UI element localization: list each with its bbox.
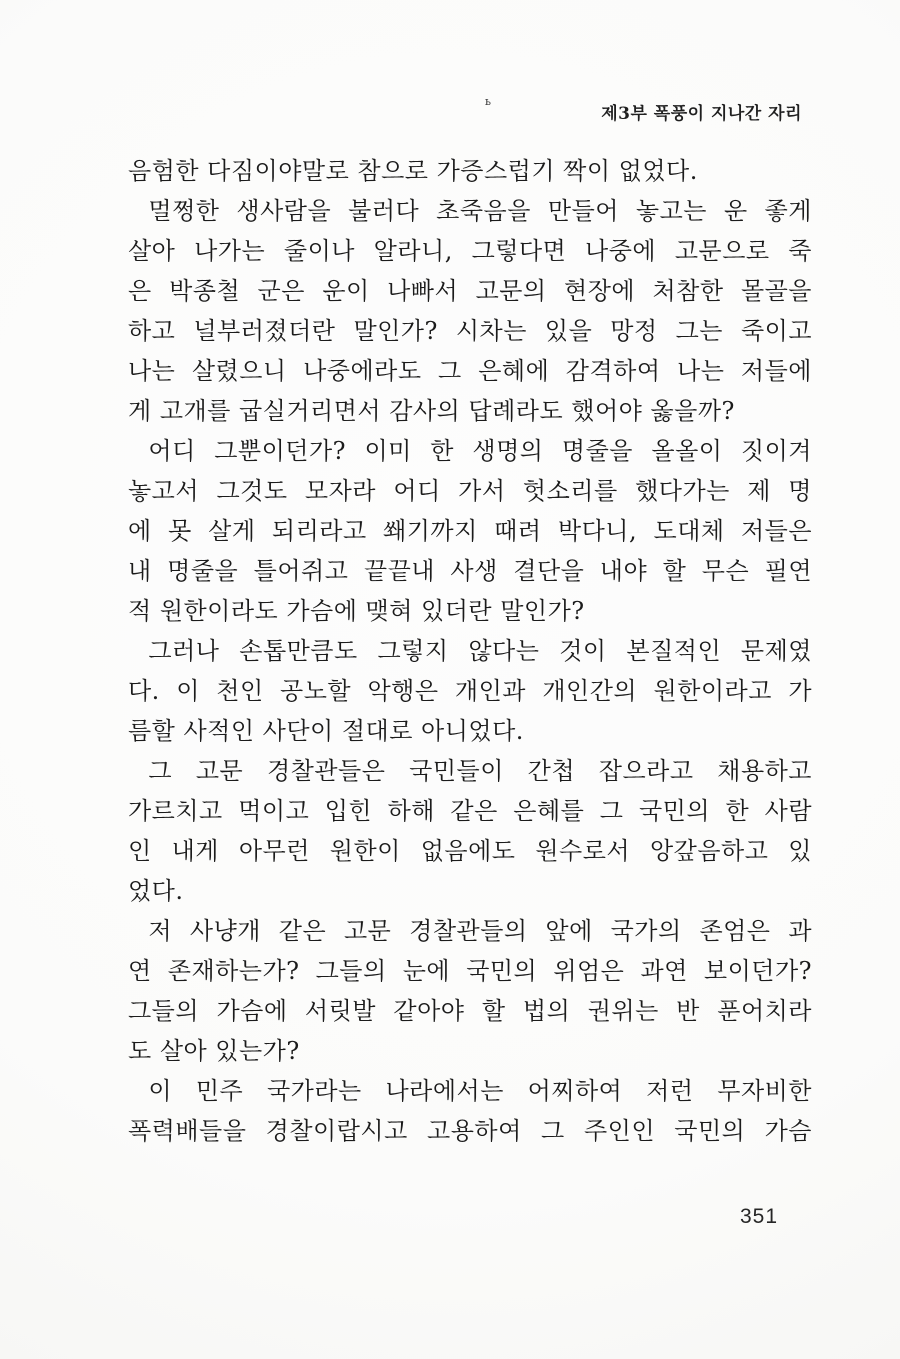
text-line: 멀쩡한 생사람을 불러다 초죽음을 만들어 놓고는 운 좋게: [148, 197, 812, 225]
text-line: 이 민주 국가라는 나라에서는 어찌하여 저런 무자비한: [148, 1077, 812, 1105]
text-line: 폭력배들을 경찰이랍시고 고용하여 그 주인인 국민의 가슴: [128, 1117, 812, 1145]
text-line: 적 원한이라도 가슴에 맺혀 있더란 말인가?: [128, 597, 585, 625]
text-line: 그들의 가슴에 서릿발 같아야 할 법의 권위는 반 푼어치라: [128, 997, 812, 1025]
text-line: 하고 널부러졌더란 말인가? 시차는 있을 망정 그는 죽이고: [128, 317, 812, 345]
text-line: 다. 이 천인 공노할 악행은 개인과 개인간의 원한이라고 가: [128, 677, 812, 705]
text-line: 살아 나가는 줄이나 알라니, 그렇다면 나중에 고문으로 죽: [128, 237, 812, 265]
page-number: 351: [740, 1205, 779, 1228]
text-line: 저 사냥개 같은 고문 경찰관들의 앞에 국가의 존엄은 과: [148, 917, 812, 945]
text-line: 었다.: [128, 877, 184, 905]
text-line: 나는 살렸으니 나중에라도 그 은혜에 감격하여 나는 저들에: [128, 357, 812, 385]
paragraph: [128, 1071, 812, 1151]
running-header: 제3부 폭풍이 지나간 자리: [601, 104, 802, 124]
paragraph: [128, 191, 812, 431]
paragraph: [128, 911, 812, 1071]
text-line: 연 존재하는가? 그들의 눈에 국민의 위엄은 과연 보이던가?: [128, 957, 812, 985]
text-line: 은 박종철 군은 운이 나빠서 고문의 현장에 처참한 몰골을: [128, 277, 812, 305]
paragraph: [128, 431, 812, 631]
text-line: 름할 사적인 사단이 절대로 아니었다.: [128, 717, 524, 745]
text-line: 그러나 손톱만큼도 그렇지 않다는 것이 본질적인 문제였: [148, 637, 812, 665]
text-line: 그 고문 경찰관들은 국민들이 간첩 잡으라고 채용하고: [148, 757, 812, 785]
body-text: [128, 151, 812, 1151]
text-line: 음험한 다짐이야말로 참으로 가증스럽기 짝이 없었다.: [128, 157, 698, 185]
paragraph: [128, 151, 812, 191]
print-speck-artifact: ь: [485, 95, 491, 108]
text-line: 게 고개를 굽실거리면서 감사의 답례라도 했어야 옳을까?: [128, 397, 735, 425]
text-line: 도 살아 있는가?: [128, 1037, 300, 1065]
text-line: 인 내게 아무런 원한이 없음에도 원수로서 앙갚음하고 있: [128, 837, 812, 865]
text-line: 에 못 살게 되리라고 쐐기까지 때려 박다니, 도대체 저들은: [128, 517, 812, 545]
paragraph: [128, 631, 812, 751]
paragraph: [128, 751, 812, 911]
text-line: 어디 그뿐이던가? 이미 한 생명의 명줄을 올올이 짓이겨: [148, 437, 812, 465]
text-line: 놓고서 그것도 모자라 어디 가서 헛소리를 했다가는 제 명: [128, 477, 812, 505]
text-line: 가르치고 먹이고 입힌 하해 같은 은혜를 그 국민의 한 사람: [128, 797, 812, 825]
text-line: 내 명줄을 틀어쥐고 끝끝내 사생 결단을 내야 할 무슨 필연: [128, 557, 812, 585]
